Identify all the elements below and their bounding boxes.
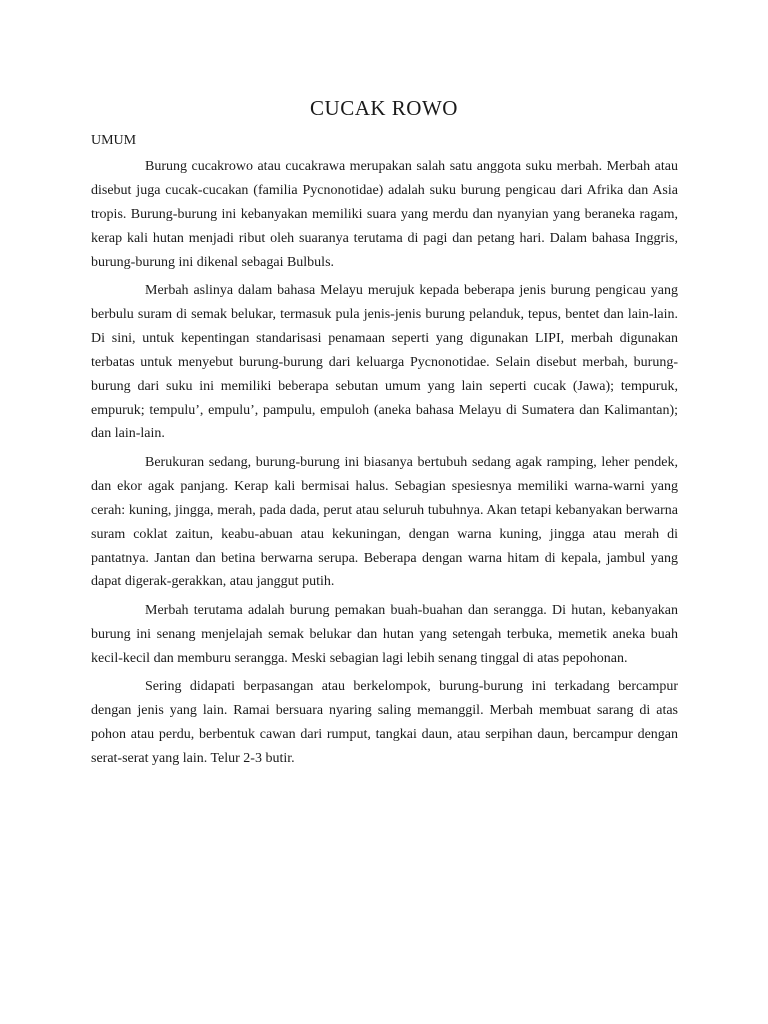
paragraph: Sering didapati berpasangan atau berkelompok, burung-burung ini terkadang bercampur dengan jenis yang lain. Ramai bersuara nyaring saling memanggil. Merbah membuat sarang di atas pohon atau perdu, berbentuk cawan dari rumput, tangkai daun, atau serpihan daun, bercampur dengan serat-serat yang lain. Telur 2-3 butir. bbox=[91, 679, 678, 766]
paragraph: Berukuran sedang, burung-burung ini biasanya bertubuh sedang agak ramping, leher pendek, dan ekor agak panjang. Kerap kali bermisai halus. Sebagian spesiesnya memiliki warna-warni yang cerah: kuning, jingga, merah, pada dada, perut atau seluruh tubuhnya. Akan tetapi kebanyakan berwarna suram coklat zaitun, keabu-abuan atau kekuningan, dengan warna kuning, jingga atau merah di pantatnya. Jantan dan betina berwarna serupa. Beberapa dengan warna hitam di kepala, jambul yang dapat digerak-gerakkan, atau janggut putih. bbox=[91, 454, 678, 590]
document-body bbox=[91, 155, 678, 775]
paragraph: Merbah aslinya dalam bahasa Melayu merujuk kepada beberapa jenis burung pengicau yang berbulu suram di semak belukar, termasuk pula jenis-jenis burung pelanduk, tepus, bentet dan lain-lain. Di sini, untuk kepentingan standarisasi penamaan seperti yang digunakan LIPI, merbah digunakan terbatas untuk menyebut burung-burung dari keluarga Pycnonotidae. Selain disebut merbah, burung-burung dari suku ini memiliki beberapa sebutan umum yang lain seperti cucak (Jawa); tempuruk, empuruk; tempulu’, empulu’, pampulu, empuloh (aneka bahasa Melayu di Sumatera dan Kalimantan); dan lain-lain. bbox=[91, 283, 678, 442]
paragraph: Burung cucakrowo atau cucakrawa merupakan salah satu anggota suku merbah. Merbah atau disebut juga cucak-cucakan (familia Pycnonotidae) adalah suku burung pengicau dari Afrika dan Asia tropis. Burung-burung ini kebanyakan memiliki suara yang merdu dan nyanyian yang beraneka ragam, kerap kali hutan menjadi ribut oleh suaranya terutama di pagi dan petang hari. Dalam bahasa Inggris, burung-burung ini dikenal sebagai Bulbuls. bbox=[91, 159, 678, 270]
section-heading: UMUM bbox=[91, 133, 137, 148]
paragraph: Merbah terutama adalah burung pemakan buah-buahan dan serangga. Di hutan, kebanyakan burung ini senang menjelajah semak belukar dan hutan yang setengah terbuka, memetik aneka buah kecil-kecil dan memburu serangga. Meski sebagian lagi lebih senang tinggal di atas pepohonan. bbox=[91, 602, 678, 666]
document-title: CUCAK ROWO bbox=[310, 96, 458, 120]
